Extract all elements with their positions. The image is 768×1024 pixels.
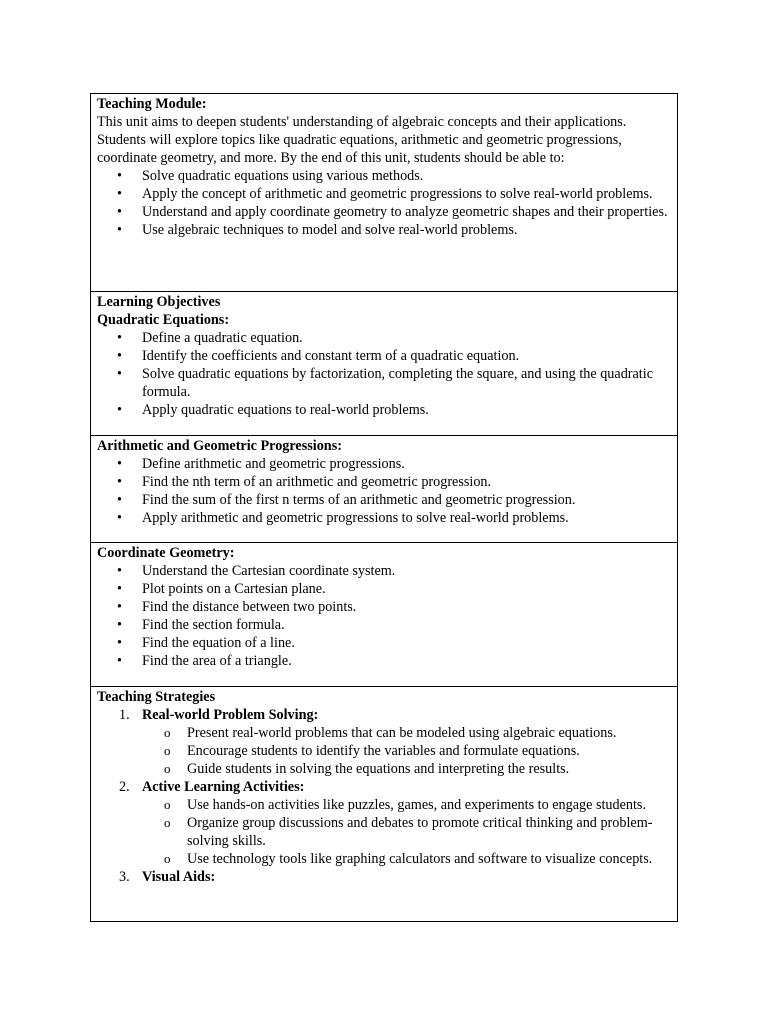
list-item: • Apply quadratic equations to real-world problems. [97, 401, 671, 419]
strategy-title: Visual Aids: [142, 869, 216, 885]
strategy-sublist [142, 724, 671, 778]
list-item: o Use technology tools like graphing calculators and software to visualize concepts. [142, 850, 671, 868]
list-item: • Define arithmetic and geometric progressions. [97, 455, 671, 473]
teaching-module-list [97, 167, 671, 239]
progressions-cell [91, 435, 677, 542]
strategy-title: Real-world Problem Solving: [142, 707, 319, 723]
list-item: o Organize group discussions and debates to promote critical thinking and problem-solving skills. [142, 814, 671, 850]
list-item: • Solve quadratic equations by factorization, completing the square, and using the quadratic formula. [97, 365, 671, 401]
list-item: • Use algebraic techniques to model and solve real-world problems. [97, 221, 671, 239]
list-item: • Understand the Cartesian coordinate system. [97, 562, 671, 580]
list-item: o Encourage students to identify the variables and formulate equations. [142, 742, 671, 760]
curriculum-table [90, 93, 678, 922]
learning-objectives-cell [91, 291, 677, 435]
strategy-title: Active Learning Activities: [142, 779, 305, 795]
progressions-list [97, 455, 671, 527]
list-item: • Find the area of a triangle. [97, 652, 671, 670]
list-item: • Define a quadratic equation. [97, 329, 671, 347]
coordinate-geometry-cell [91, 542, 677, 686]
list-item: • Find the distance between two points. [97, 598, 671, 616]
strategy-sublist [142, 796, 671, 868]
list-item: • Plot points on a Cartesian plane. [97, 580, 671, 598]
list-item: • Find the sum of the first n terms of an arithmetic and geometric progression. [97, 491, 671, 509]
teaching-strategies-cell [91, 686, 677, 921]
strategies-list [97, 706, 671, 886]
list-item: o Present real-world problems that can be modeled using algebraic equations. [142, 724, 671, 742]
list-item: • Identify the coefficients and constant term of a quadratic equation. [97, 347, 671, 365]
strategy-number: 1. [119, 707, 130, 723]
list-item: o Guide students in solving the equations and interpreting the results. [142, 760, 671, 778]
list-item: • Solve quadratic equations using various methods. [97, 167, 671, 185]
list-item: • Apply the concept of arithmetic and geometric progressions to solve real-world problems. [97, 185, 671, 203]
teaching-module-heading: Teaching Module: [97, 96, 207, 112]
progressions-heading: Arithmetic and Geometric Progressions: [97, 438, 342, 454]
strategy-item [97, 778, 671, 868]
learning-objectives-heading: Learning Objectives [97, 294, 221, 310]
teaching-module-intro: This unit aims to deepen students' understanding of algebraic concepts and their applications. Students will explore topics like quadratic equations, arithmetic and geometric progressions, coordinate geometry, and more. By the end of this unit, students should be able to: [97, 114, 627, 166]
strategy-item [97, 868, 671, 886]
list-item: o Use hands-on activities like puzzles, games, and experiments to engage students. [142, 796, 671, 814]
list-item: • Find the section formula. [97, 616, 671, 634]
list-item: • Find the equation of a line. [97, 634, 671, 652]
coordinate-geometry-heading: Coordinate Geometry: [97, 545, 235, 561]
list-item: • Find the nth term of an arithmetic and geometric progression. [97, 473, 671, 491]
strategy-number: 2. [119, 779, 130, 795]
list-item: • Apply arithmetic and geometric progressions to solve real-world problems. [97, 509, 671, 527]
quadratic-equations-heading: Quadratic Equations: [97, 312, 230, 328]
coordinate-geometry-list [97, 562, 671, 670]
list-item: • Understand and apply coordinate geometry to analyze geometric shapes and their properties. [97, 203, 671, 221]
strategy-item [97, 706, 671, 778]
teaching-module-cell [91, 94, 677, 291]
quadratic-equations-list [97, 329, 671, 419]
teaching-strategies-heading: Teaching Strategies [97, 689, 216, 705]
strategy-number: 3. [119, 869, 130, 885]
